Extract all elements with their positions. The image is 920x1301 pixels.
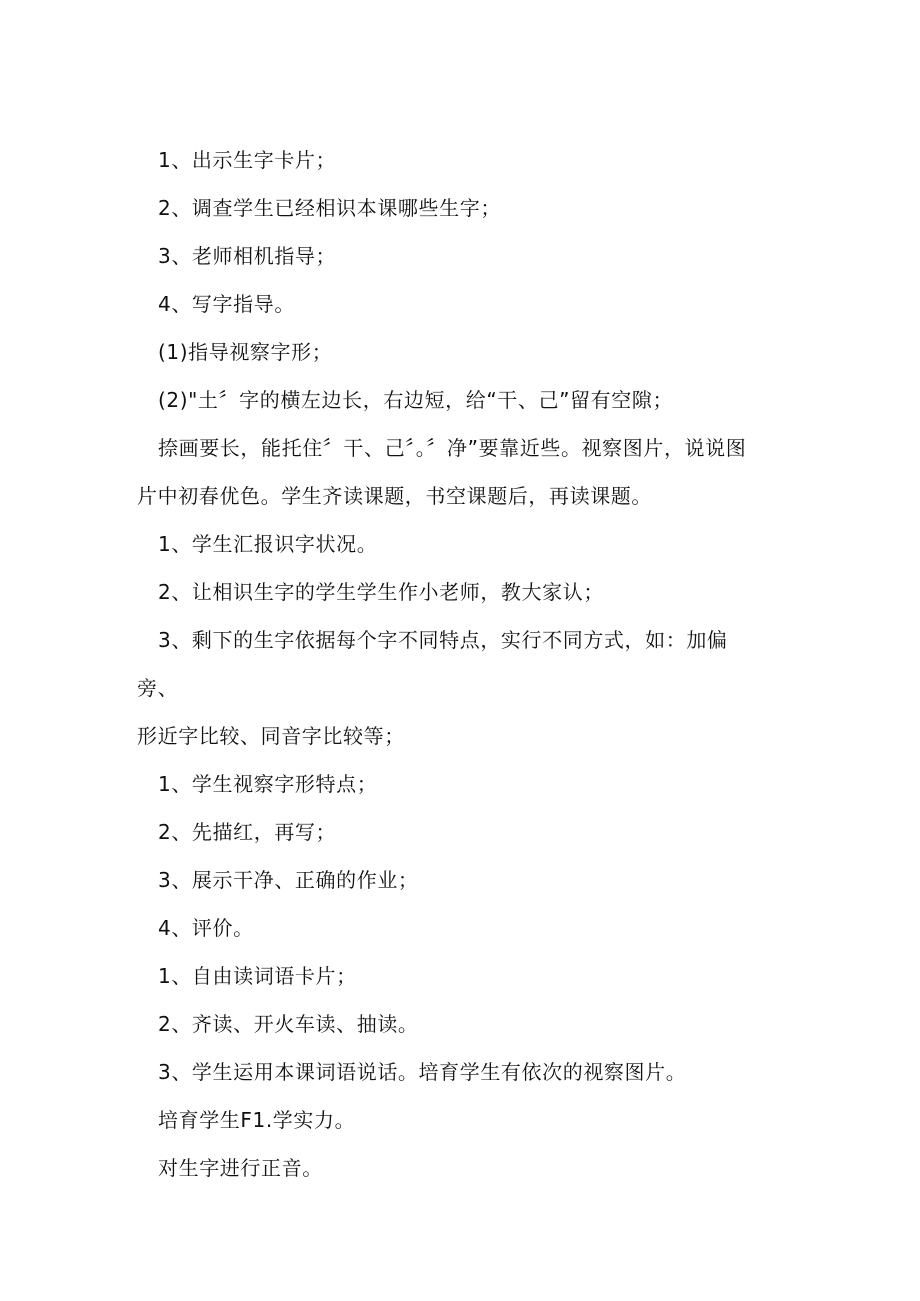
text-line: 1、自由读词语卡片； <box>158 964 357 988</box>
text-line: (2)"土〞字的横左边长，右边短，给“干、己”留有空隙； <box>158 388 674 412</box>
text-line: 培育学生F1.学实力。 <box>158 1108 356 1132</box>
text-line: 1、学生汇报识字状况。 <box>158 532 378 556</box>
text-line: 捺画要长，能托住〞干、己〞。〞净”要靠近些。视察图片，说说图 <box>158 436 747 460</box>
text-line: 1、学生视察字形特点； <box>158 772 378 796</box>
text-line: 4、评价。 <box>158 916 254 940</box>
text-line: 2、齐读、开火车读、抽读。 <box>158 1012 419 1036</box>
text-line: 3、展示干净、正确的作业； <box>158 868 419 892</box>
text-line: 4、写字指导。 <box>158 292 295 316</box>
text-line: 1、出示生字卡片； <box>158 148 337 172</box>
text-line: 2、调查学生已经相识本课哪些生字； <box>158 196 501 220</box>
text-line: (1)指导视察字形； <box>158 340 333 364</box>
text-line: 3、剩下的生字依据每个字不同特点，实行不同方式，如：加偏 <box>158 628 728 652</box>
text-line: 片中初春优色。学生齐读课题，书空课题后，再读课题。 <box>137 484 652 508</box>
text-line: 2、先描红，再写； <box>158 820 337 844</box>
text-line: 形近字比较、同音字比较等； <box>137 724 405 748</box>
text-line: 2、让相识生字的学生学生作小老师，教大家认； <box>158 580 604 604</box>
text-line: 对生字进行正音。 <box>158 1156 323 1180</box>
text-line: 旁、 <box>137 676 179 700</box>
text-line: 3、学生运用本课词语说话。培育学生有依次的视察图片。 <box>158 1060 687 1084</box>
text-line: 3、老师相机指导； <box>158 244 337 268</box>
